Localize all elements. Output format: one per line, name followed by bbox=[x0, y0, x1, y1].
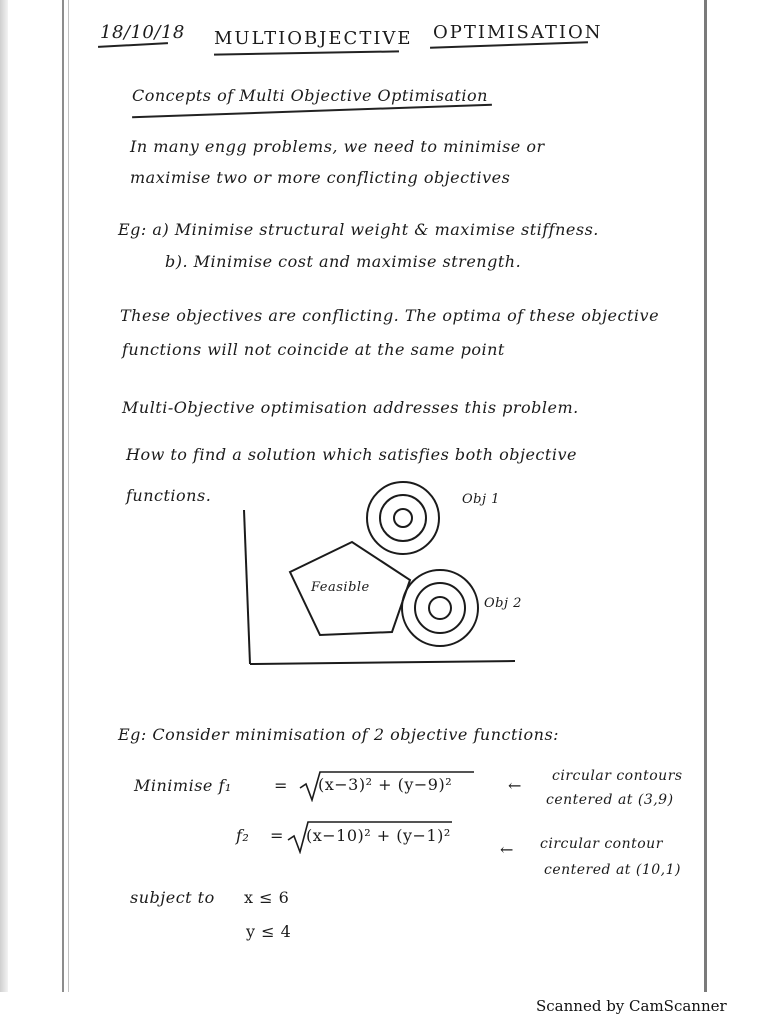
f1-equals: = bbox=[274, 776, 288, 795]
f2-note-line2: centered at (10,1) bbox=[544, 862, 681, 878]
f2-note-line1: circular contour bbox=[540, 836, 663, 852]
f2-label: f₂ bbox=[236, 826, 250, 845]
constraint-x: x ≤ 6 bbox=[244, 888, 290, 907]
f1-arrow: ← bbox=[508, 776, 522, 795]
page-title-part1: MULTIOBJECTIVE bbox=[214, 28, 413, 49]
obj1-contour-middle bbox=[380, 495, 426, 541]
x-axis bbox=[250, 661, 515, 664]
example-intro: Eg: Consider minimisation of 2 objective functions: bbox=[118, 725, 560, 744]
margin-line-secondary bbox=[68, 0, 69, 992]
section-heading: Concepts of Multi Objective Optimisation bbox=[132, 86, 488, 105]
page-right-edge bbox=[704, 0, 707, 992]
text-line: In many engg problems, we need to minimise or bbox=[130, 137, 545, 156]
heading-underline bbox=[132, 104, 492, 119]
page-edge-shadow bbox=[0, 0, 8, 992]
text-line: maximise two or more conflicting objectives bbox=[130, 168, 511, 187]
f1-formula: (x−3)² + (y−9)² bbox=[318, 775, 453, 794]
margin-line bbox=[62, 0, 64, 992]
text-line: functions. bbox=[126, 486, 212, 505]
f2-formula: (x−10)² + (y−1)² bbox=[306, 826, 451, 845]
text-line: functions will not coincide at the same point bbox=[122, 340, 505, 359]
obj1-label: Obj 1 bbox=[462, 492, 500, 507]
text-line: Eg: a) Minimise structural weight & maximise stiffness. bbox=[118, 220, 599, 239]
obj2-label: Obj 2 bbox=[484, 596, 522, 611]
y-axis bbox=[244, 510, 250, 664]
obj1-contour-inner bbox=[394, 509, 412, 527]
text-line: How to find a solution which satisfies both objective bbox=[126, 445, 577, 464]
f2-arrow: ← bbox=[500, 840, 514, 859]
obj2-contour-inner bbox=[429, 597, 451, 619]
f1-note-line1: circular contours bbox=[552, 768, 683, 784]
obj1-contour-outer bbox=[367, 482, 439, 554]
constraint-y: y ≤ 4 bbox=[246, 922, 292, 941]
f1-note-line2: centered at (3,9) bbox=[546, 792, 674, 808]
obj2-contour-middle bbox=[415, 583, 465, 633]
text-line: These objectives are conflicting. The optima of these objective bbox=[120, 306, 660, 325]
obj2-contour-outer bbox=[402, 570, 478, 646]
scanner-watermark: Scanned by CamScanner bbox=[536, 997, 727, 1015]
title-underline-1 bbox=[214, 50, 399, 55]
subject-to-label: subject to bbox=[130, 888, 215, 907]
date-underline bbox=[98, 42, 168, 48]
page-date: 18/10/18 bbox=[100, 22, 185, 43]
page-title-part2: OPTIMISATION bbox=[433, 22, 603, 43]
f1-label: Minimise f₁ bbox=[134, 776, 232, 795]
text-line: b). Minimise cost and maximise strength. bbox=[165, 252, 522, 271]
feasible-label: Feasible bbox=[311, 580, 370, 595]
f2-equals: = bbox=[270, 826, 284, 845]
text-line: Multi-Objective optimisation addresses this problem. bbox=[122, 398, 579, 417]
